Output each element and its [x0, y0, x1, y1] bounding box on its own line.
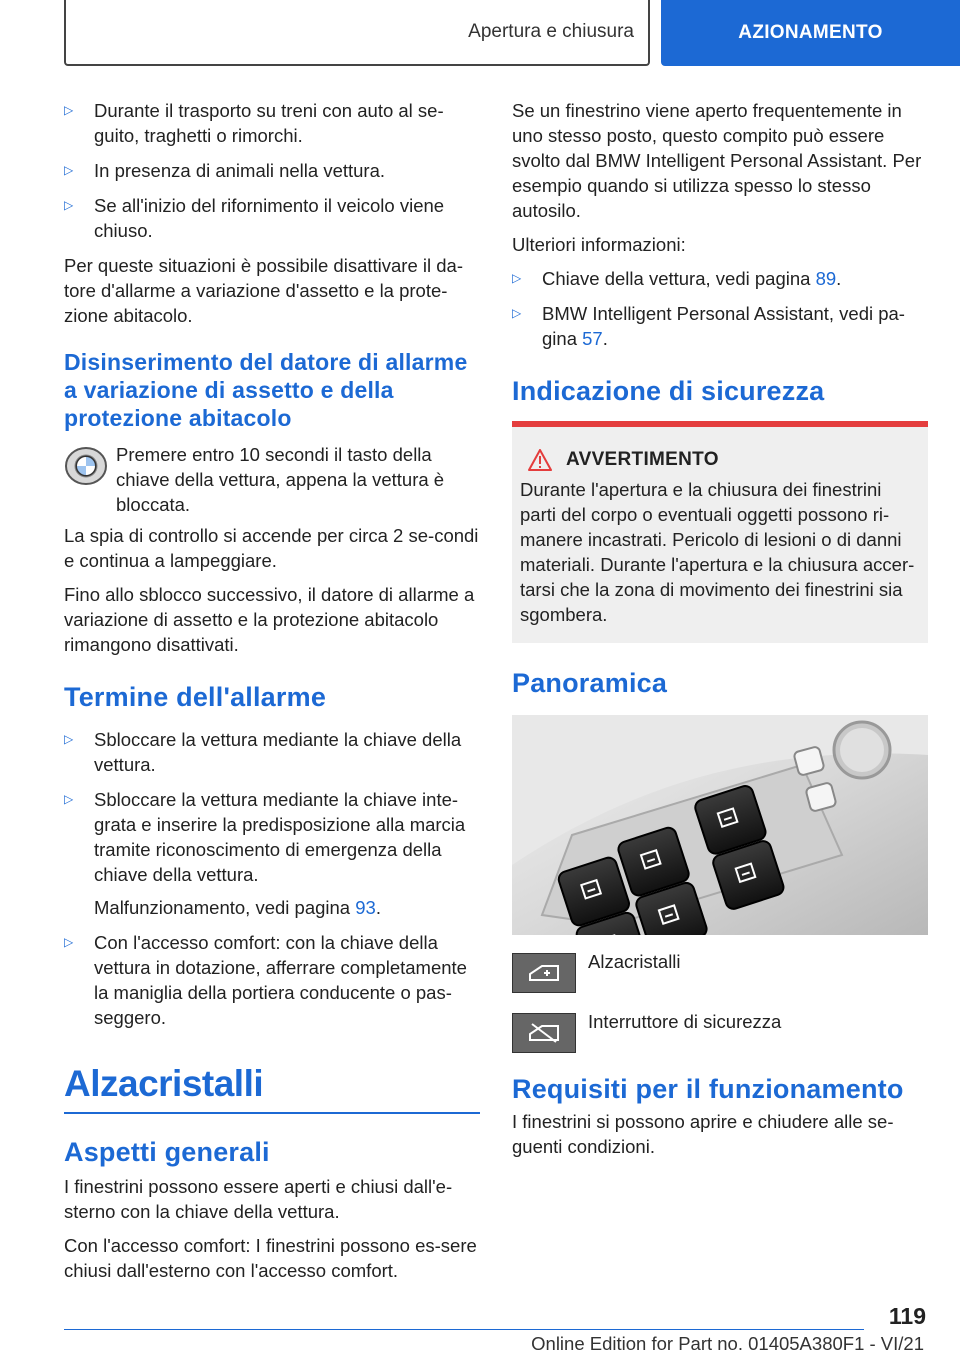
termine-list	[64, 727, 480, 1030]
warning-body: Durante l'apertura e la chiusura dei finestrini parti del corpo o eventuali oggetti possono ri-manere incastrati. Pericolo di lesioni o di danni materiali. Durante l'apertura e la chiusura accer-tarsi che la zona di movimento dei finestrini sia sgombera.	[520, 479, 915, 625]
legend-row-safety-switch	[512, 1013, 928, 1053]
page-link-89[interactable]: 89	[815, 268, 837, 289]
triangle-bullet-icon: ▷	[512, 306, 522, 320]
warning-triangle-icon	[528, 449, 552, 471]
page-number: 119	[888, 1303, 926, 1329]
paragraph-aspetti-2: Con l'accesso comfort: I finestrini possono es-sere chiusi dall'esterno con l'accesso comfort.	[64, 1235, 477, 1281]
paragraph-fino: Fino allo sblocco successivo, il datore di allarme a variazione di assetto e la protezione abitacolo rimangono disattivati.	[64, 584, 475, 655]
page-link-57[interactable]: 57	[582, 328, 603, 349]
key-instruction	[64, 442, 480, 517]
warning-title-row	[528, 449, 920, 471]
safety-switch-symbol	[512, 1013, 576, 1053]
page-link-93[interactable]: 93	[355, 897, 376, 918]
heading-sicurezza: Indicazione di sicurezza	[512, 376, 825, 406]
paragraph-deactivate: Per queste situazioni è possibile disattivare il da-tore d'allarme a variazione d'assetto e la prote-zione abitacolo.	[64, 255, 463, 326]
heading-aspetti: Aspetti generali	[64, 1137, 270, 1167]
triangle-bullet-icon: ▷	[64, 792, 74, 806]
triangle-bullet-icon: ▷	[64, 103, 74, 117]
window-switches-photo	[512, 715, 928, 935]
legend-label-window-lifter: Alzacristalli	[588, 951, 681, 972]
malfunction-reference: Malfunzionamento, vedi pagina 93.	[94, 897, 381, 918]
heading-requisiti: Requisiti per il funzionamento	[512, 1074, 904, 1104]
paragraph-ulteriori: Ulteriori informazioni:	[512, 234, 686, 255]
triangle-bullet-icon: ▷	[64, 935, 74, 949]
heading-disinserimento: Disinserimento del datore di allarme a variazione di assetto e della protezione abitacolo	[64, 349, 468, 431]
heading-alzacristalli: Alzacristalli	[64, 1062, 480, 1114]
list-item: ▷ Durante il trasporto su treni con auto al se-guito, traghetti o rimorchi.	[64, 100, 444, 146]
warning-box	[512, 421, 928, 643]
paragraph-spia: La spia di controllo si accende per circa 2 se-condi e continua a lampeggiare.	[64, 525, 479, 571]
warning-title: AVVERTIMENTO	[566, 449, 719, 470]
legend-row-window-lifter	[512, 953, 928, 993]
list-item: ▷ BMW Intelligent Personal Assistant, vedi pa-gina 57.	[512, 303, 905, 349]
window-lifter-icon	[524, 960, 564, 986]
header-section-title: Apertura e chiusura	[468, 21, 634, 42]
key-instruction-text: Premere entro 10 secondi il tasto della chiave della vettura, appena la vettura è bloccata.	[116, 444, 445, 515]
triangle-bullet-icon: ▷	[64, 198, 74, 212]
list-item: ▷ In presenza di animali nella vettura.	[64, 160, 386, 181]
list-item: ▷ Con l'accesso comfort: con la chiave della vettura in dotazione, afferrare completamente la maniglia della portiera conducente o pas-seggero.	[64, 932, 467, 1028]
legend-label-safety-switch: Interruttore di sicurezza	[588, 1011, 782, 1032]
list-item: ▷ Sbloccare la vettura mediante la chiave inte-grata e inserire la predisposizione alla marcia tramite riconoscimento di emergenza della chiave della vettura. Malfunzionamento, vedi pagina 93.	[64, 787, 480, 920]
footer-divider	[64, 1329, 864, 1330]
heading-termine: Termine dell'allarme	[64, 682, 327, 712]
paragraph-aspetti-1: I finestrini possono essere aperti e chiusi dall'e-sterno con la chiave della vettura.	[64, 1176, 453, 1222]
paragraph-requisiti: I finestrini si possono aprire e chiudere alle se-guenti condizioni.	[512, 1111, 894, 1157]
list-item: ▷ Se all'inizio del rifornimento il veicolo viene chiuso.	[64, 195, 445, 241]
header-chapter-tab	[661, 0, 960, 66]
heading-panoramica: Panoramica	[512, 668, 668, 698]
paragraph-frequente: Se un finestrino viene aperto frequentemente in uno stesso posto, questo compito può essere svolto dal BMW Intelligent Personal Assistant. Per esempio quando si utilizza spesso lo stesso autosilo.	[512, 100, 922, 221]
right-column	[512, 98, 928, 1168]
triangle-bullet-icon: ▷	[512, 271, 522, 285]
situations-list	[64, 98, 480, 243]
header-chapter-title: AZIONAMENTO	[738, 22, 883, 43]
left-column	[64, 98, 480, 1292]
footer-edition: Online Edition for Part no. 01405A380F1 - VI/21	[531, 1333, 924, 1354]
list-item: ▷ Sbloccare la vettura mediante la chiave della vettura.	[64, 729, 462, 775]
triangle-bullet-icon: ▷	[64, 732, 74, 746]
header-section-tab	[64, 0, 650, 66]
safety-switch-icon	[524, 1020, 564, 1046]
list-item: ▷ Chiave della vettura, vedi pagina 89.	[512, 268, 842, 289]
triangle-bullet-icon: ▷	[64, 163, 74, 177]
window-lifter-symbol	[512, 953, 576, 993]
references-list	[512, 266, 928, 351]
bmw-key-button-icon	[64, 444, 108, 488]
